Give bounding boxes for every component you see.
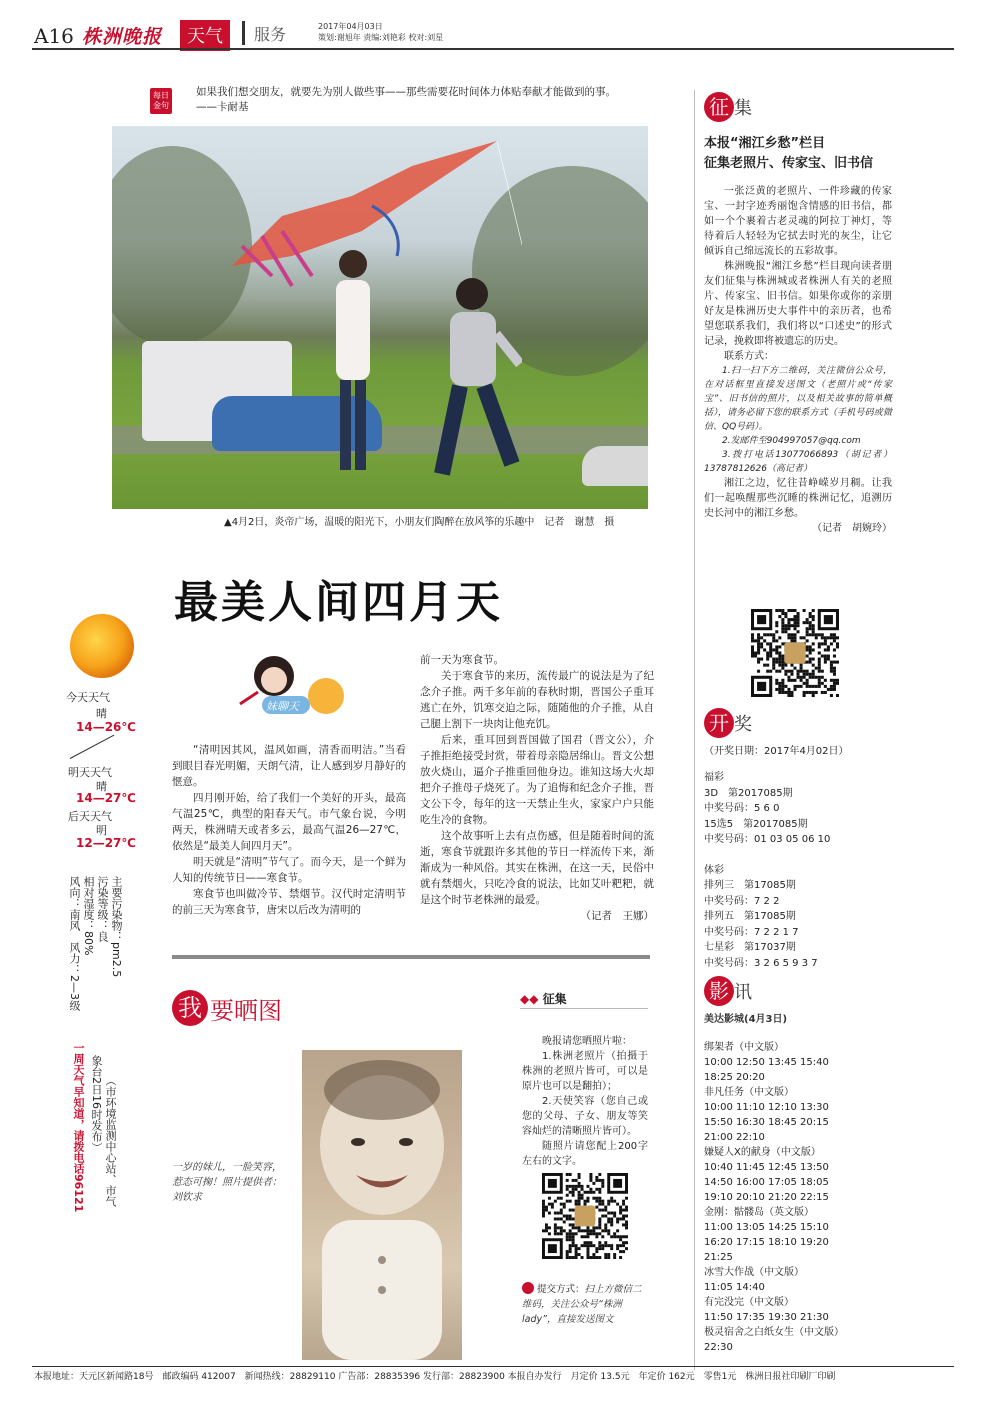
baby-caption: 一岁的妹儿，一脸笑容，惹态可掬！照片提供者：刘钦求 — [172, 1162, 282, 1203]
girl-figure — [330, 246, 376, 486]
movie-line: 嫌疑人X的献身（中文版） — [704, 1147, 821, 1158]
movie-line: 14:50 16:00 17:05 18:05 — [704, 1177, 829, 1188]
humidity: 相对湿度：80% — [82, 876, 95, 956]
contact-item: 1.扫一扫下方二维码，关注微信公众号，在对话框里直接发送图文（老照片或“传家宝”、旧书信的照片，以及相关故事的简单概括），请务必留下您的联系方式（手机号码或微信、QQ号码）。 — [704, 366, 892, 432]
collect-paragraph: 一张泛黄的老照片、一件珍藏的传家宝、一封字迹秀丽饱含情感的旧书信，都如一个个裹着古老灵魂的阿拉丁神灯，等待着后人轻轻为它拭去时光的灰尘，让它倾诉自己绵远流长的五彩故事。 — [704, 186, 892, 257]
movie-line: 21:00 22:10 — [704, 1132, 765, 1143]
photo-share-title — [172, 990, 282, 1026]
photo-caption: ▲4月2日，炎帝广场，温暖的阳光下，小朋友们陶醉在放风筝的乐趣中 记者 谢慧 摄 — [224, 517, 615, 528]
pollution-level: 污染等级：良 — [96, 876, 109, 942]
lottery-line: 3D 第2017085期 — [704, 787, 793, 799]
lottery-line: 中奖号码：01 03 05 06 10 — [704, 834, 831, 845]
lottery-line: 15选5 第2017085期 — [704, 818, 808, 830]
movie-line: 21:25 — [704, 1252, 733, 1263]
movie-line: 10:00 11:10 12:10 13:30 — [704, 1102, 829, 1113]
weather-source-2: 象台2日16时发布） — [90, 1055, 103, 1153]
baby-photo — [302, 1050, 462, 1360]
submission-rule — [520, 1008, 648, 1009]
weather-divider — [70, 735, 115, 759]
lottery-line: 中奖号码：7 2 2 1 7 — [704, 926, 799, 938]
article-column-1 — [172, 742, 406, 918]
contact-item: 3.拨打电话13077066893（胡记者）13787812626（高记者） — [704, 450, 892, 474]
lottery-heading-rest: 奖 — [734, 714, 752, 735]
movie-line: 18:25 20:20 — [704, 1072, 765, 1083]
page-number: A16 — [34, 24, 74, 48]
today-temp: 14—26℃ — [76, 720, 136, 734]
movie-line: 11:05 14:40 — [704, 1282, 765, 1293]
submission-method-label: 提交方式： — [537, 1284, 585, 1295]
article-paragraph: 四月刚开始，给了我们一个美好的开头，最高气温25℃，典型的阳春天气。市气象台说，今明两天，株洲晴天或者多云，最高气温26—27℃，依然是“最美人间四月天”。 — [172, 792, 406, 852]
movie-schedule — [704, 1040, 894, 1355]
article-paragraph: 寒食节也叫做冷节、禁烟节。汉代时定清明节的前三天为寒食节，唐宋以后改为清明的 — [172, 888, 406, 916]
collect-heading — [704, 92, 752, 122]
after-label: 后天天气 — [68, 810, 112, 823]
movie-line: 15:50 16:30 18:45 20:15 — [704, 1117, 829, 1128]
article-column-2 — [420, 652, 654, 924]
tomorrow-condition: 晴 — [96, 780, 107, 793]
daily-quote-tag: 每日金句 — [150, 88, 172, 114]
section-rule — [172, 955, 650, 959]
section-divider — [242, 21, 245, 45]
boy-figure — [432, 274, 522, 504]
lottery-line: 七星彩 第17037期 — [704, 942, 796, 953]
article-paragraph: 后来，重耳回到晋国做了国君（晋文公），介子推拒绝接受封赏，带着母亲隐居绵山。晋文公想放火烧山，逼介子推重回他身边。谁知这场大火却把介子推母子烧死了。为了追悔和纪念介子推，晋文公下令，每年的这一天禁止生火，家家户户只能吃生冷的食物。 — [420, 734, 654, 826]
submission-heading: 晚报请您晒照片啦： — [542, 1036, 632, 1047]
today-label: 今天天气 — [66, 691, 110, 704]
after-temp: 12—27℃ — [76, 836, 136, 850]
movie-heading — [704, 976, 752, 1006]
cinema-name: 美达影城(4月3日) — [704, 1014, 788, 1025]
title-first-char: 我 — [172, 990, 208, 1026]
movie-line: 冰雪大作战（中文版） — [704, 1267, 804, 1278]
wind: 风向：南风 风力：2—3级 — [68, 876, 81, 1011]
header-meta — [318, 21, 443, 43]
collect-paragraph: 湘江之边，忆往昔峥嵘岁月稠。让我们一起唤醒那些沉睡的株洲记忆，追溯历史长河中的湘江乡愁。 — [704, 478, 892, 519]
issue-date: 2017年04月03日 — [318, 22, 383, 31]
article-signature: （记者 王娜） — [580, 910, 654, 922]
collect-heading-char: 征 — [704, 92, 734, 122]
submission-item: 2.天使笑容（您自己或您的父母、子女、朋友等笑容灿烂的清晰照片皆可）。 — [522, 1096, 648, 1137]
movie-line: 16:20 17:15 18:10 19:20 — [704, 1237, 829, 1248]
lottery-line: 排列三 第17085期 — [704, 880, 796, 891]
section-sub-label: 服务 — [254, 25, 287, 44]
submission-item: 随照片请您配上200字左右的文字。 — [522, 1141, 648, 1167]
lottery-line: 体彩 — [704, 864, 724, 876]
lottery-line: 中奖号码：5 6 0 — [704, 803, 780, 814]
article-paragraph: 这个故事听上去有点伤感，但是随着时间的流逝，寒食节就跟许多其他的节日一样流传下来，渐渐成为一种风俗。其实在株洲，在这一天，民俗中就有禁烟火，只吃冷食的说法，比如艾叶粑粑，就是这个时节老株洲的最爱。 — [420, 830, 654, 906]
movie-line: 19:10 20:10 21:20 22:15 — [704, 1192, 829, 1203]
movie-line: 11:50 17:35 19:30 21:30 — [704, 1312, 829, 1323]
tomorrow-temp: 14—27℃ — [76, 791, 136, 805]
lottery-line — [704, 848, 894, 863]
collect-subtitle — [704, 134, 873, 174]
article-paragraph: “清明因其风，温风如画，清香而明洁。”当看到眼目春光明媚，天朗气清，让人感到岁月静好的惬意。 — [172, 744, 406, 788]
after-condition: 明 — [96, 824, 107, 837]
daily-quote-text: 如果我们想交朋友，就要先为别人做些事——那些需要花时间体力体贴奉献才能做到的事。——卡耐基 — [196, 86, 616, 113]
movie-line: 有完没完（中文版） — [704, 1297, 794, 1308]
qr-code-icon[interactable] — [750, 608, 840, 698]
pollutant: 主要污染物：pm2.5 — [110, 876, 123, 978]
collect-subtitle-2: 征集老照片、传家宝、旧书信 — [704, 156, 874, 171]
submission-text — [522, 1034, 648, 1169]
kite-photo — [112, 126, 648, 509]
masthead-logo: 株洲晚报 — [82, 26, 163, 48]
collect-signature: （记者 胡婉玲） — [812, 523, 892, 534]
submission-method — [522, 1282, 648, 1327]
qr-code-icon[interactable] — [541, 1172, 629, 1260]
collect-subtitle-1: 本报“湘江乡愁”栏目 — [704, 136, 826, 151]
movie-heading-char: 影 — [704, 976, 734, 1006]
article-paragraph: 关于寒食节的来历，流传最广的说法是为了纪念介子推。两千多年前的春秋时期，晋国公子重耳逃亡在外，饥寒交迫之际，随随他的介子推，从自己腿上割下一块肉让他充饥。 — [420, 670, 654, 730]
movie-line: 绑架者（中文版） — [704, 1042, 784, 1053]
collect-paragraph: 株洲晚报“湘江乡愁”栏目现向读者朋友们征集与株洲城或者株洲人有关的老照片、传家宝、旧书信。如果你或你的亲朋好友是株洲历史大事件中的亲历者，也希望您联系我们，我们将以“口述史”的形式记录，挽救即将被遗忘的历史。 — [704, 261, 892, 347]
movie-line: 非凡任务（中文版） — [704, 1087, 794, 1098]
submission-tag: ◆◆ 征集 — [520, 992, 567, 1006]
lottery-results — [704, 770, 894, 971]
weather-source-1: （市环境监测中心站、市气 — [104, 1075, 117, 1207]
footer-info: 本报地址：天元区新闻路18号 邮政编码 412007 新闻热线：28829110 广告部：28835396 发行部：28823900 本报自办发行 月定价 13.5元 年定价 162元 零售1元 株洲日报社印刷厂印刷 — [34, 1372, 836, 1382]
columnist-logo — [232, 652, 352, 718]
today-condition: 晴 — [96, 707, 107, 720]
submission-method-text: 扫上方微信二维码，关注公众号“株洲lady”，直接发送图文 — [522, 1284, 642, 1325]
movie-line: 10:40 11:45 12:45 13:50 — [704, 1162, 829, 1173]
page-headline: 最美人间四月天 — [174, 577, 503, 628]
lottery-heading — [704, 708, 752, 738]
movie-line: 11:00 13:05 14:25 15:10 — [704, 1222, 829, 1233]
submission-item: 1.株洲老照片（拍摄于株洲的老照片皆可，可以是原片也可以是翻拍）； — [522, 1051, 648, 1092]
header-rule — [32, 48, 954, 50]
columnist-name: 妹聊天 — [266, 700, 299, 713]
collect-heading-rest: 集 — [734, 98, 752, 119]
tomorrow-label: 明天天气 — [68, 766, 112, 779]
section-label: 天气 — [180, 20, 230, 51]
collect-body — [704, 184, 892, 536]
lottery-line: 中奖号码：3 2 6 5 9 3 7 — [704, 957, 818, 969]
lottery-line: 福彩 — [704, 772, 724, 783]
bullet-icon — [522, 1282, 534, 1294]
movie-line: 22:30 — [704, 1342, 733, 1353]
contact-label: 联系方式： — [724, 351, 774, 362]
sun-icon — [64, 608, 140, 684]
contact-item: 2.发邮件至904997057@qq.com — [722, 436, 861, 446]
movie-line: 金刚：骷髅岛（英文版） — [704, 1207, 814, 1218]
article-paragraph: 明天就是“清明”节气了。而今天，是一个鲜为人知的传统节日——寒食节。 — [172, 856, 406, 884]
movie-line: 极灵宿舍之白纸女生（中文版） — [704, 1327, 844, 1338]
article-continuation: 前一天为寒食节。 — [420, 654, 504, 666]
submission-tag-label: 征集 — [542, 992, 567, 1006]
movie-heading-rest: 讯 — [734, 982, 752, 1003]
weather-hotline: 一周天气早知道，请拨电话96121 — [72, 1042, 85, 1213]
movie-line: 10:00 12:50 13:45 15:40 — [704, 1057, 829, 1068]
footer-rule — [32, 1366, 954, 1367]
title-rest: 要晒图 — [210, 996, 282, 1025]
lottery-heading-char: 开 — [704, 708, 734, 738]
lottery-line: 排列五 第17085期 — [704, 911, 796, 922]
column-rule — [694, 90, 695, 1370]
lottery-line: 中奖号码：7 2 2 — [704, 895, 780, 907]
editor-credits: 策划:谢旭年 责编:刘艳彩 校对:刘星 — [318, 33, 444, 42]
lottery-date: （开奖日期：2017年4月02日） — [704, 746, 849, 757]
